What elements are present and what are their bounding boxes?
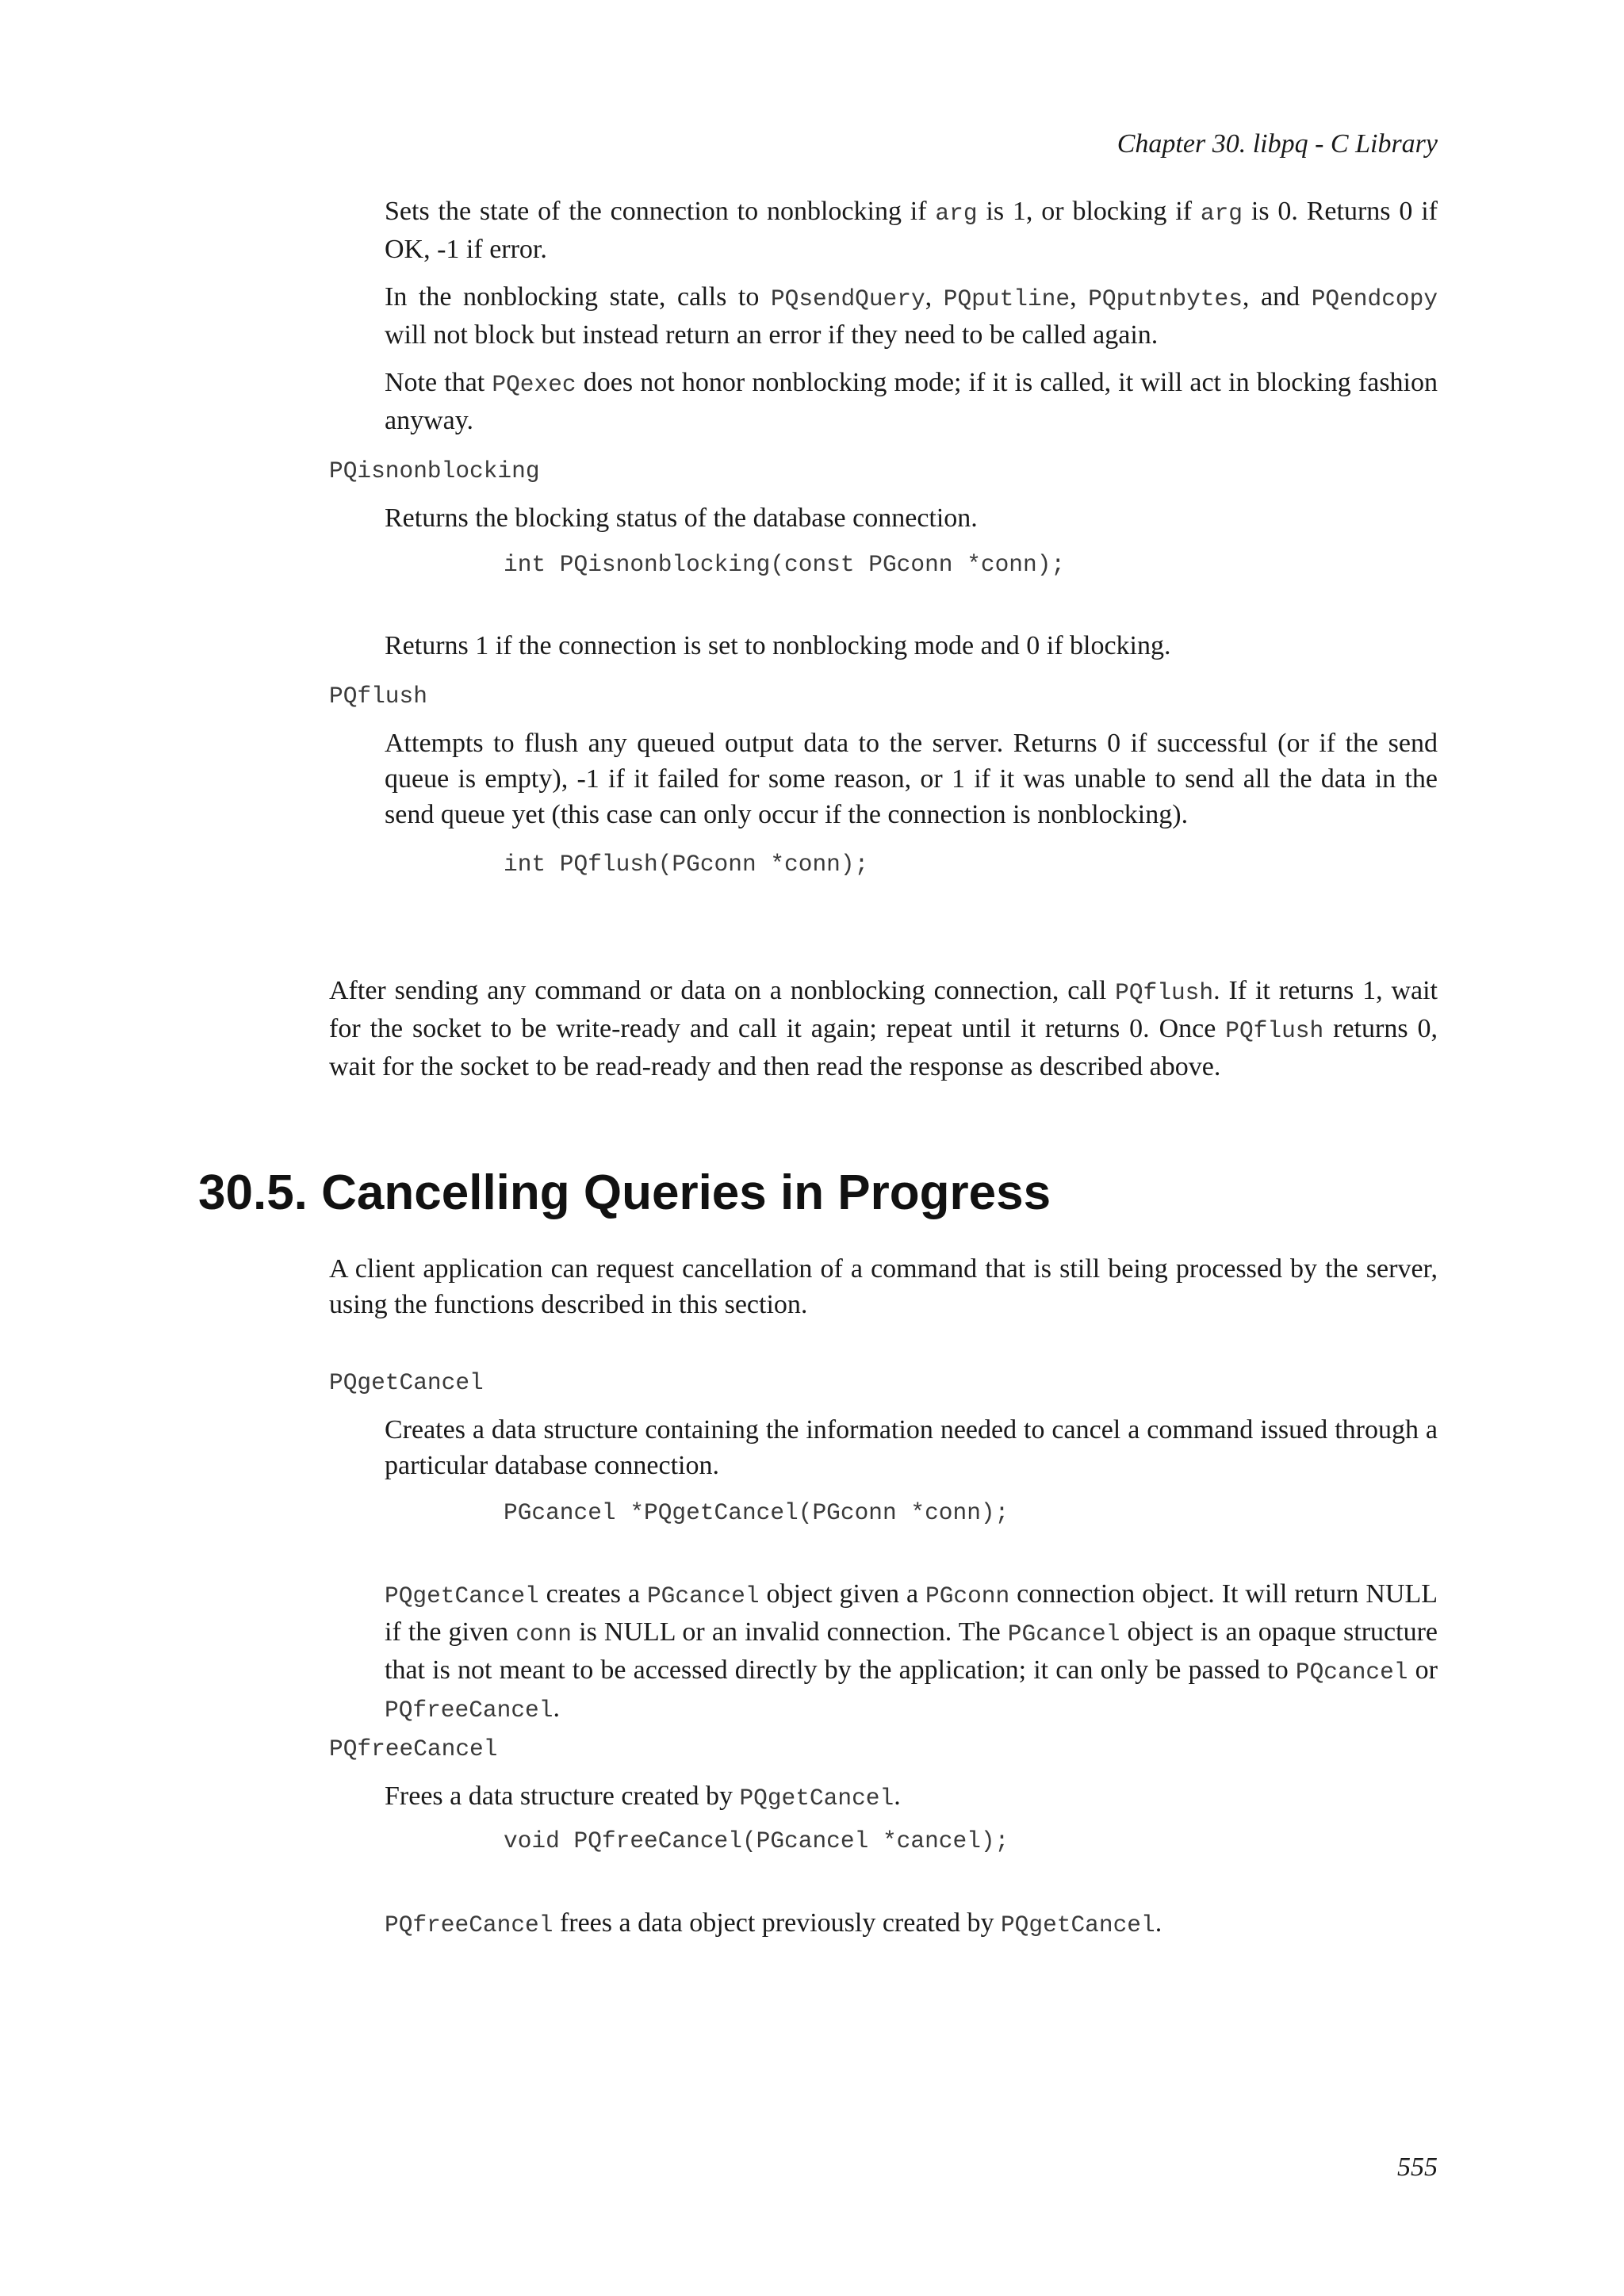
paragraph-nonblocking-calls bbox=[385, 279, 1438, 353]
term-pqfreecancel: PQfreeCancel bbox=[329, 1735, 498, 1762]
text: , bbox=[1070, 282, 1089, 312]
text: object is an opaque structure that is not meant to be accessed directly by the application; it can only be passed to bbox=[385, 1617, 1438, 1685]
text: In the nonblocking state, calls to bbox=[385, 282, 771, 312]
code-arg: arg bbox=[1200, 200, 1243, 227]
text: . bbox=[1155, 1908, 1162, 1938]
pqflush-description: Attempts to flush any queued output data to the server. Returns 0 if successful (or if the send queue is empty), -1 if it failed for some reason, or 1 if it was unable to send all the data in the send queue yet (this case can only occur if the connection is nonblocking). bbox=[385, 729, 1438, 829]
paragraph-setnonblocking-state bbox=[385, 193, 1438, 267]
pqisnonblocking-returns: Returns 1 if the connection is set to nonblocking mode and 0 if blocking. bbox=[385, 631, 1171, 660]
text: is 1, or blocking if bbox=[977, 197, 1201, 226]
text: returns 0, wait for the socket to be read-ready and then read the response as described above. bbox=[329, 1014, 1438, 1081]
code-pgcancel: PGcancel bbox=[646, 1582, 760, 1609]
term-pqflush: PQflush bbox=[329, 683, 427, 710]
section-intro: A client application can request cancellation of a command that is still being processed by the server, using the functions described in this section. bbox=[329, 1254, 1438, 1319]
text: will not block but instead return an error if they need to be called again. bbox=[385, 320, 1159, 350]
term-pqgetcancel: PQgetCancel bbox=[329, 1369, 484, 1396]
text: . bbox=[553, 1693, 560, 1723]
text: After sending any command or data on a nonblocking connection, call bbox=[329, 976, 1116, 1005]
pqflush-synopsis: int PQflush(PGconn *conn); bbox=[504, 851, 869, 878]
text: . bbox=[894, 1781, 901, 1811]
text: Sets the state of the connection to nonblocking if bbox=[385, 197, 936, 226]
pqgetcancel-details bbox=[385, 1576, 1438, 1728]
pqgetcancel-description: Creates a data structure containing the information needed to cancel a command issued through a particular database connection. bbox=[385, 1415, 1438, 1480]
paragraph-after-sending bbox=[329, 973, 1438, 1085]
code-pgconn: PGconn bbox=[925, 1582, 1010, 1609]
text: is 0. Returns 0 if OK, -1 if error. bbox=[385, 197, 1438, 264]
pqfreecancel-description bbox=[385, 1778, 1438, 1816]
pqisnonblocking-description: Returns the blocking status of the database connection. bbox=[385, 503, 978, 533]
text: , bbox=[925, 282, 944, 312]
pqfreecancel-details bbox=[385, 1905, 1438, 1943]
code-pqputnbytes: PQputnbytes bbox=[1088, 285, 1243, 312]
pqgetcancel-synopsis: PGcancel *PQgetCancel(PGconn *conn); bbox=[504, 1499, 1009, 1526]
section-heading: 30.5. Cancelling Queries in Progress bbox=[198, 1165, 1051, 1220]
code-pqexec: PQexec bbox=[492, 371, 576, 398]
paragraph-pqexec-note bbox=[385, 365, 1438, 438]
code-pqflush: PQflush bbox=[1225, 1017, 1324, 1044]
text: object given a bbox=[759, 1579, 925, 1609]
pqfreecancel-synopsis: void PQfreeCancel(PGcancel *cancel); bbox=[504, 1827, 1009, 1854]
text: is NULL or an invalid connection. The bbox=[572, 1617, 1008, 1647]
text: Note that bbox=[385, 368, 492, 397]
code-pqfreecancel: PQfreeCancel bbox=[385, 1911, 553, 1938]
pqisnonblocking-synopsis: int PQisnonblocking(const PGconn *conn); bbox=[504, 551, 1066, 578]
code-pgcancel: PGcancel bbox=[1007, 1621, 1120, 1647]
text: . If it returns 1, wait for the socket to be write-ready and call it again; repeat until it returns 0. Once bbox=[329, 976, 1438, 1043]
text: Frees a data structure created by bbox=[385, 1781, 740, 1811]
code-pqsendquery: PQsendQuery bbox=[770, 285, 925, 312]
running-header: Chapter 30. libpq - C Library bbox=[1116, 129, 1438, 159]
code-pqcancel: PQcancel bbox=[1295, 1659, 1408, 1686]
code-pqgetcancel: PQgetCancel bbox=[1000, 1911, 1155, 1938]
code-conn: conn bbox=[515, 1621, 573, 1647]
code-pqendcopy: PQendcopy bbox=[1311, 285, 1438, 312]
code-pqgetcancel: PQgetCancel bbox=[739, 1785, 894, 1812]
text: frees a data object previously created by bbox=[553, 1908, 1001, 1938]
text: does not honor nonblocking mode; if it is called, it will act in blocking fashion anyway. bbox=[385, 368, 1438, 435]
code-pqflush: PQflush bbox=[1115, 979, 1214, 1006]
code-pqputline: PQputline bbox=[943, 285, 1071, 312]
text: connection object. It will return NULL if the given bbox=[385, 1579, 1438, 1647]
text: or bbox=[1408, 1655, 1438, 1685]
text: creates a bbox=[538, 1579, 647, 1609]
text: , and bbox=[1242, 282, 1312, 312]
term-pqisnonblocking: PQisnonblocking bbox=[329, 457, 540, 484]
code-pqgetcancel: PQgetCancel bbox=[385, 1582, 539, 1609]
code-pqfreecancel: PQfreeCancel bbox=[385, 1697, 553, 1724]
code-arg: arg bbox=[935, 200, 978, 227]
page-number: 555 bbox=[1397, 2152, 1438, 2182]
